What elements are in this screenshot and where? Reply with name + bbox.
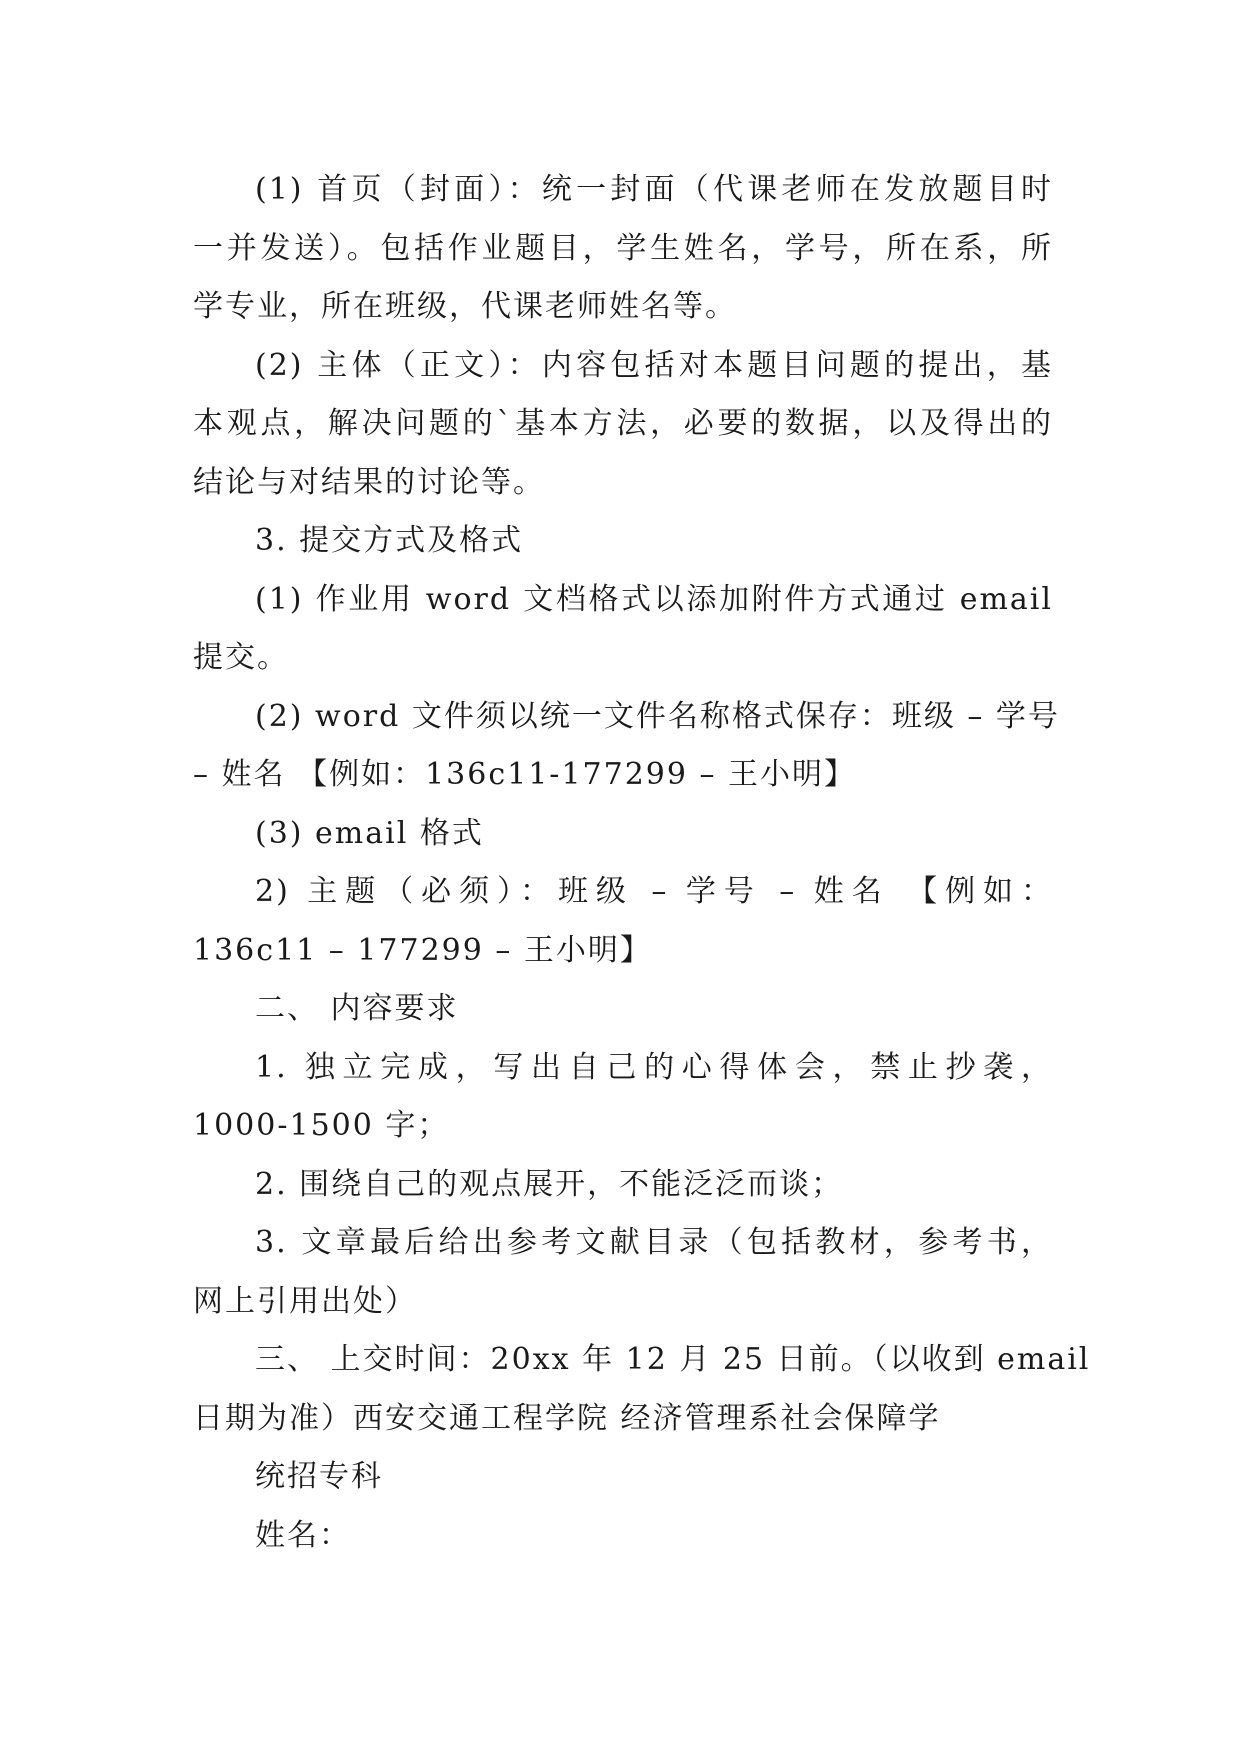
text-line: 姓名： — [255, 1517, 351, 1553]
text-line: (1) 作业用 word 文档格式以添加附件方式通过 email — [255, 581, 1053, 617]
text-line: 日期为准）西安交通工程学院 经济管理系社会保障学 — [193, 1400, 941, 1436]
section-heading: 3. 提交方式及格式 — [255, 523, 524, 558]
text-line: 1. 独立完成，写出自己的心得体会，禁止抄袭， — [255, 1049, 1053, 1085]
text-line: 统招专科 — [255, 1459, 383, 1494]
text-line: 136c11 – 177299 – 王小明】 — [193, 932, 652, 968]
text-line: 2) 主题（必须）：班级 – 学号 – 姓名 【例如： — [255, 874, 1053, 909]
text-line: 提交。 — [193, 640, 289, 675]
text-line: 3. 文章最后给出参考文献目录（包括教材，参考书， — [255, 1225, 1053, 1260]
text-line: 1000-1500 字； — [193, 1108, 450, 1143]
section-heading: 二、 内容要求 — [255, 991, 459, 1026]
text-line: (2) word 文件须以统一文件名称格式保存：班级 – 学号 — [255, 698, 1060, 734]
text-line: 本观点，解决问题的`基本方法，必要的数据，以及得出的 — [193, 406, 1053, 441]
text-line: – 姓名 【例如：136c11-177299 – 王小明】 — [193, 757, 857, 792]
document-body — [193, 161, 1091, 1565]
text-line: (3) email 格式 — [255, 815, 484, 851]
text-line: 学专业，所在班级，代课老师姓名等。 — [193, 289, 737, 324]
section-heading: 三、 上交时间：20xx 年 12 月 25 日前。（以收到 email — [255, 1342, 1091, 1377]
text-line: 2. 围绕自己的观点展开，不能泛泛而谈； — [255, 1166, 844, 1202]
text-line: (2) 主体（正文）：内容包括对本题目问题的提出，基 — [255, 347, 1053, 383]
text-line: 网上引用出处） — [193, 1283, 417, 1319]
text-line: (1) 首页（封面）：统一封面（代课老师在发放题目时 — [255, 172, 1053, 207]
text-line: 结论与对结果的讨论等。 — [193, 464, 545, 500]
text-line: 一并发送）。包括作业题目，学生姓名，学号，所在系，所 — [193, 230, 1053, 266]
